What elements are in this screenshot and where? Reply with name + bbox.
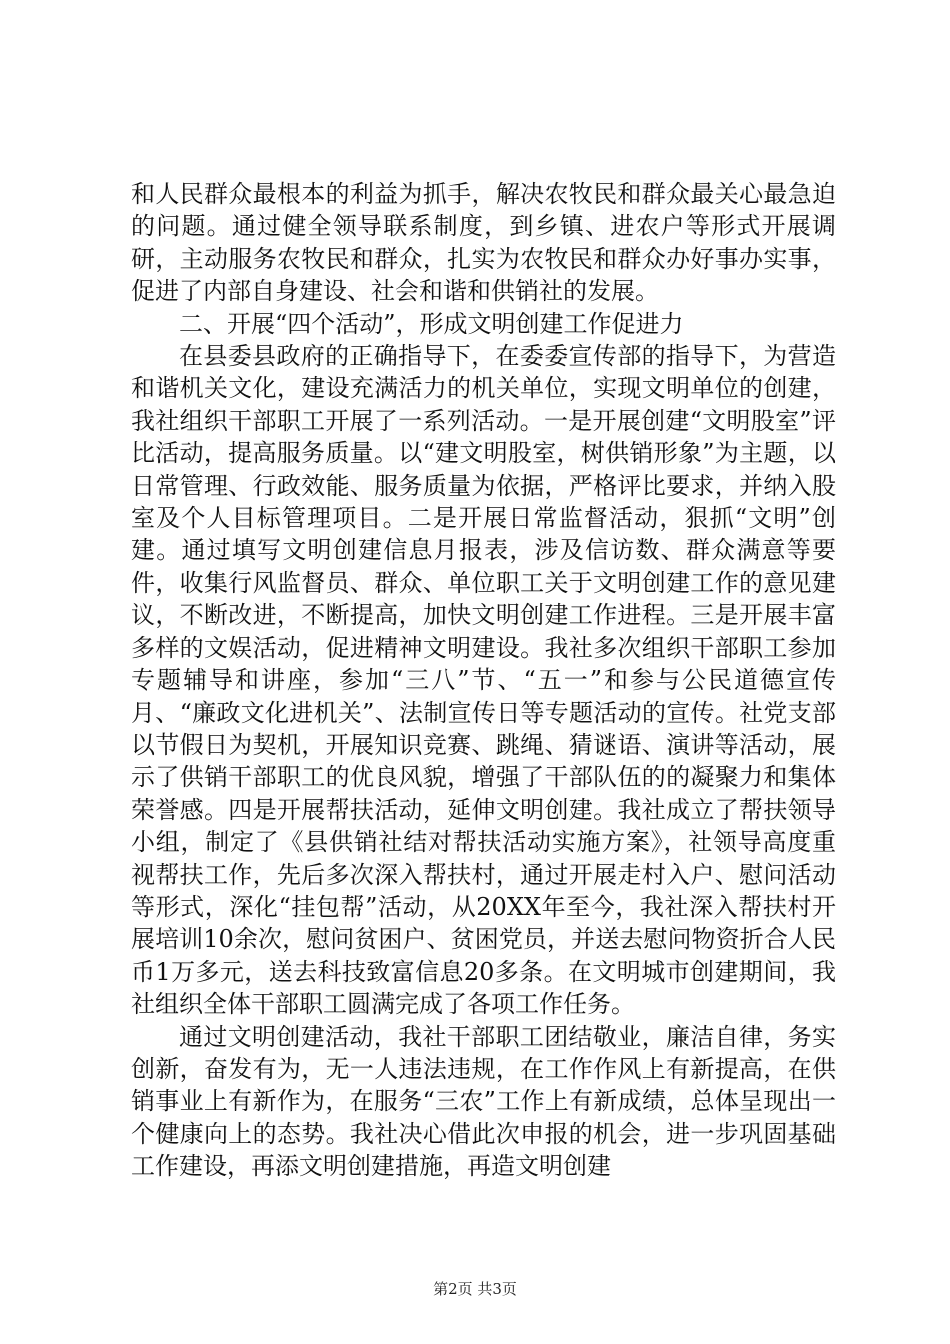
page-number-footer: 第2页 共3页 bbox=[433, 1280, 517, 1298]
document-body bbox=[131, 178, 836, 1183]
paragraph-continuation: 和人民群众最根本的利益为抓手，解决农牧民和群众最关心最急迫的问题。通过健全领导联系制度，到乡镇、进农户等形式开展调研，主动服务农牧民和群众，扎实为农牧民和群众办好事办实事，促进了内部自身建设、社会和谐和供销社的发展。 bbox=[131, 180, 836, 306]
section-heading: 二、开展“四个活动”，形成文明创建工作促进力 bbox=[179, 309, 684, 338]
paragraph-activities: 在县委县政府的正确指导下，在委委宣传部的指导下，为营造和谐机关文化，建设充满活力的机关单位，实现文明单位的创建，我社组织干部职工开展了一系列活动。一是开展创建“文明股室”评比活动，提高服务质量。以“建文明股室，树供销形象”为主题，以日常管理、行政效能、服务质量为依据，严格评比要求，并纳入股室及个人目标管理项目。二是开展日常监督活动，狠抓“文明”创建。通过填写文明创建信息月报表，涉及信访数、群众满意等要件，收集行风监督员、群众、单位职工关于文明创建工作的意见建议，不断改进，不断提高，加快文明创建工作进程。三是开展丰富多样的文娱活动，促进精神文明建设。我社多次组织干部职工参加专题辅导和讲座，参加“三八”节、“五一”和参与公民道德宣传月、“廉政文化进机关”、法制宣传日等专题活动的宣传。社党支部以节假日为契机，开展知识竞赛、跳绳、猜谜语、演讲等活动，展示了供销干部职工的优良风貌，增强了干部队伍的的凝聚力和集体荣誉感。四是开展帮扶活动，延伸文明创建。我社成立了帮扶领导小组，制定了《县供销社结对帮扶活动实施方案》，社领导高度重视帮扶工作，先后多次深入帮扶村，通过开展走村入户、慰问活动等形式，深化“挂包帮”活动，从20XX年至今，我社深入帮扶村开展培训10余次，慰问贫困户、贫困党员，并送去慰问物资折合人民币1万多元，送去科技致富信息20多条。在文明城市创建期间，我社组织全体干部职工圆满完成了各项工作任务。 bbox=[131, 342, 836, 1019]
paragraph-results: 通过文明创建活动，我社干部职工团结敬业，廉洁自律，务实创新，奋发有为，无一人违法违规，在工作作风上有新提高，在供销事业上有新作为，在服务“三农”工作上有新成绩，总体呈现出一个健康向上的态势。我社决心借此次申报的机会，进一步巩固基础工作建设，再添文明创建措施，再造文明创建 bbox=[131, 1022, 836, 1181]
